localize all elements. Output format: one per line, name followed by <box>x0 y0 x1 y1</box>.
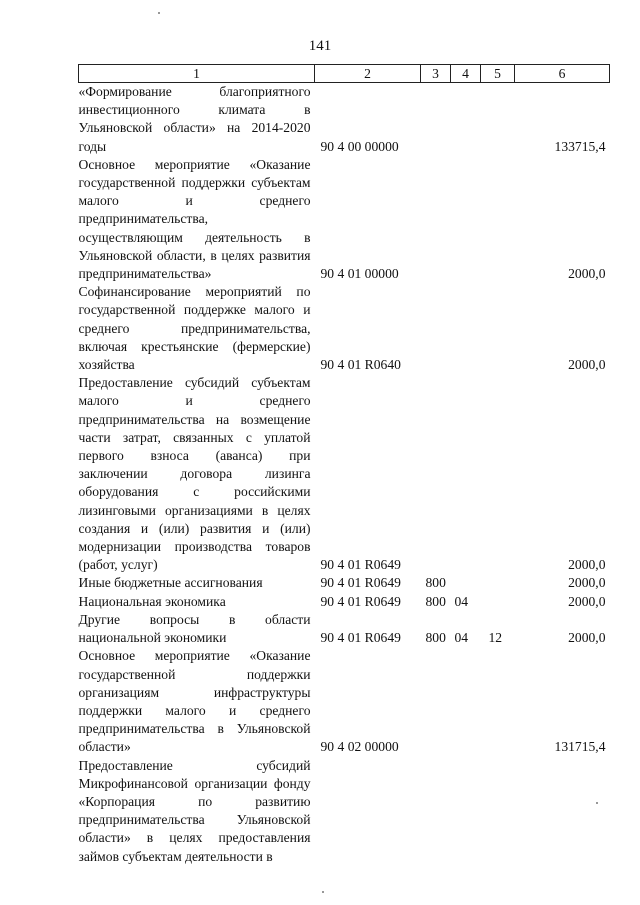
row-section <box>451 283 481 374</box>
row-name: Предоставление субсидий субъектам малого и среднего предпринимательства на возмещение части затрат, связанных с уплатой первого взноса (аванса) при заключении договора лизинга оборудования с российскими лизинговыми организациями в целях создания и (или) развития и (или) модернизации производства товаров (работ, услуг) <box>78 375 311 573</box>
row-section <box>451 156 481 283</box>
row-expense-type: 800 <box>425 593 446 609</box>
row-amount: 2000,0 <box>568 357 606 373</box>
row-subsection <box>481 283 515 374</box>
header-col-1: 1 <box>79 65 315 83</box>
row-name: «Формирование благоприятного инвестиционного климата в Ульяновской области» на 2014-2020 годы <box>78 84 311 154</box>
row-subsection <box>481 647 515 756</box>
row-expense-type <box>421 757 451 866</box>
row-amount: 2000,0 <box>568 575 606 591</box>
row-target-code: 90 4 01 R0649 <box>320 575 401 591</box>
row-expense-type <box>421 283 451 374</box>
header-col-5: 5 <box>481 65 515 83</box>
row-section <box>451 647 481 756</box>
row-name: Основное мероприятие «Оказание государственной поддержки субъектам малого и среднего предпринимательства, осуществляющим деятельность в Ульяновской области, в целях развития предпринимательства» <box>78 156 311 282</box>
row-subsection <box>481 574 515 592</box>
header-col-3: 3 <box>421 65 451 83</box>
row-expense-type: 800 <box>425 575 446 591</box>
row-expense-type <box>421 374 451 574</box>
row-name: Национальная экономика <box>78 593 226 609</box>
row-subsection <box>481 593 515 611</box>
scan-speck <box>158 12 160 14</box>
header-row <box>79 65 610 83</box>
row-amount: 2000,0 <box>568 630 606 646</box>
row-expense-type <box>421 156 451 283</box>
table-body <box>79 83 610 866</box>
table-row <box>79 83 610 156</box>
row-subsection <box>481 83 515 156</box>
row-subsection: 12 <box>488 630 503 646</box>
row-name: Основное мероприятие «Оказание государственной поддержки организациям инфраструктуры поддержки малого и среднего предпринимательства в Ульяновской области» <box>78 648 311 755</box>
row-expense-type: 800 <box>425 630 446 646</box>
row-amount: 2000,0 <box>568 266 606 282</box>
row-name: Софинансирование мероприятий по государственной поддержке малого и среднего предпринимательства, включая крестьянские (фермерские) хозяйства <box>78 284 311 373</box>
header-col-4: 4 <box>451 65 481 83</box>
row-expense-type <box>421 83 451 156</box>
row-target-code <box>315 757 421 866</box>
row-amount <box>515 757 610 866</box>
row-name: Иные бюджетные ассигнования <box>78 575 263 591</box>
row-section <box>451 374 481 574</box>
row-amount: 2000,0 <box>568 593 606 609</box>
row-section: 04 <box>454 593 469 609</box>
row-expense-type <box>421 647 451 756</box>
row-target-code: 90 4 00 00000 <box>320 138 399 154</box>
scan-speck <box>596 802 598 804</box>
row-subsection <box>481 156 515 283</box>
row-name: Другие вопросы в области национальной экономики <box>78 611 311 646</box>
row-target-code: 90 4 01 R0649 <box>320 630 401 646</box>
table-row <box>79 374 610 574</box>
scan-speck <box>322 891 324 893</box>
row-target-code: 90 4 02 00000 <box>320 739 399 755</box>
table-row <box>79 647 610 756</box>
table-row <box>79 611 610 647</box>
table-row <box>79 283 610 374</box>
table-row <box>79 574 610 592</box>
row-section <box>451 574 481 592</box>
row-section <box>451 83 481 156</box>
row-target-code: 90 4 01 R0649 <box>320 593 401 609</box>
row-target-code: 90 4 01 00000 <box>320 266 399 282</box>
row-amount: 133715,4 <box>554 138 606 154</box>
row-name: Предоставление субсидий Микрофинансовой организации фонду «Корпорация по развитию предпринимательства Ульяновской области» в целях предоставления займов субъектам деятельности в <box>78 757 311 864</box>
row-section <box>451 757 481 866</box>
row-target-code: 90 4 01 R0649 <box>320 557 401 573</box>
header-col-2: 2 <box>315 65 421 83</box>
row-section: 04 <box>454 630 469 646</box>
table-row <box>79 156 610 283</box>
page-number: 141 <box>308 38 332 54</box>
row-subsection <box>481 757 515 866</box>
row-subsection <box>481 374 515 574</box>
row-amount: 131715,4 <box>554 739 606 755</box>
row-amount: 2000,0 <box>568 557 606 573</box>
budget-table <box>78 64 610 866</box>
table-row <box>79 593 610 611</box>
row-target-code: 90 4 01 R0640 <box>320 357 401 373</box>
table-row <box>79 757 610 866</box>
header-col-6: 6 <box>515 65 610 83</box>
